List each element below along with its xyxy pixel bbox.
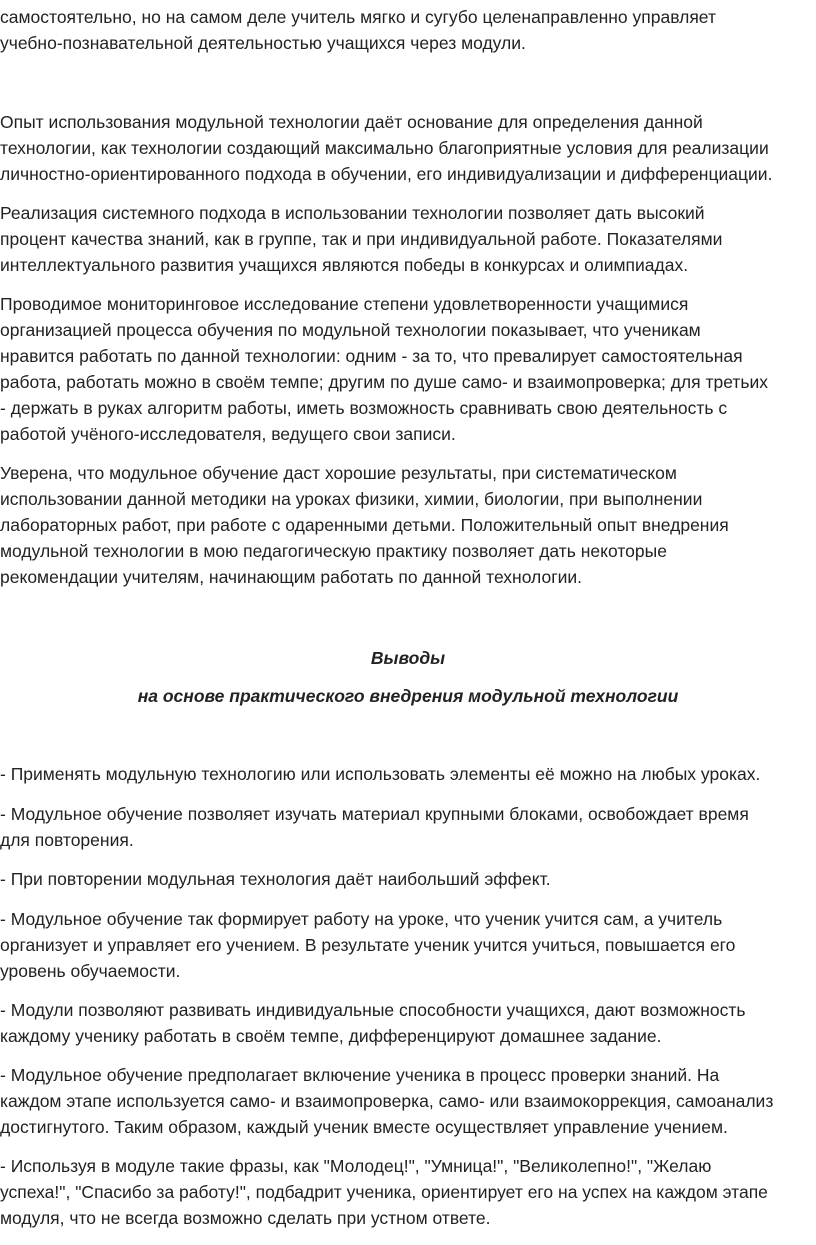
text-line: - Модули позволяют развивать индивидуальные способности учащихся, дают возможность <box>0 1000 746 1020</box>
text-line: организует и управляет его учением. В результате ученик учится учиться, повышается его <box>0 935 736 955</box>
conclusions-subheading <box>0 683 816 709</box>
text-line: использовании данной методики на уроках физики, химии, биологии, при выполнении <box>0 489 703 509</box>
conclusion-item <box>0 866 551 892</box>
conclusion-item <box>0 906 735 984</box>
conclusion-item <box>0 1062 773 1140</box>
text-line: личностно-ориентированного подхода в обучении, его индивидуализации и дифференциации. <box>0 164 773 184</box>
text-line: процент качества знаний, как в группе, так и при индивидуальной работе. Показателями <box>0 229 723 249</box>
text-line: для повторения. <box>0 830 134 850</box>
intro-paragraph <box>0 4 716 56</box>
conclusion-item <box>0 761 760 787</box>
text-line: Уверена, что модульное обучение даст хорошие результаты, при систематическом <box>0 463 677 483</box>
text-line: достигнутого. Таким образом, каждый ученик вместе осуществляет управление учением. <box>0 1117 728 1137</box>
paragraph-system-approach <box>0 200 722 278</box>
text-line: организацией процесса обучения по модульной технологии показывает, что ученикам <box>0 320 701 340</box>
text-line: рекомендации учителям, начинающим работать по данной технологии. <box>0 567 582 587</box>
text-line: уровень обучаемости. <box>0 961 181 981</box>
text-line: работа, работать можно в своём темпе; другим по душе само- и взаимопроверка; для третьих <box>0 372 769 392</box>
text-line: - Модульное обучение позволяет изучать материал крупными блоками, освобождает время <box>0 804 749 824</box>
text-line: учебно-познавательной деятельностью учащихся через модули. <box>0 33 526 53</box>
text-line: - При повторении модульная технология даёт наибольший эффект. <box>0 869 551 889</box>
paragraph-confidence <box>0 460 729 590</box>
text-line: нравится работать по данной технологии: одним - за то, что превалирует самостоятельная <box>0 346 743 366</box>
text-line: - Модульное обучение так формирует работу на уроке, что ученик учится сам, а учитель <box>0 909 723 929</box>
text-line: Проводимое мониторинговое исследование степени удовлетворенности учащимися <box>0 294 689 314</box>
conclusion-item <box>0 1153 768 1231</box>
text-line: модульной технологии в мою педагогическую практику позволяет дать некоторые <box>0 541 667 561</box>
paragraph-monitoring <box>0 291 768 447</box>
text-line: технологии, как технологии создающий максимально благоприятные условия для реализации <box>0 138 769 158</box>
text-line: каждом этапе используется само- и взаимопроверка, само- или взаимокоррекция, самоанализ <box>0 1091 774 1111</box>
conclusions-subtitle: на основе практического внедрения модульной технологии <box>137 686 679 706</box>
text-line: - Модульное обучение предполагает включение ученика в процесс проверки знаний. На <box>0 1065 720 1085</box>
text-line: интеллектуального развития учащихся являются победы в конкурсах и олимпиадах. <box>0 255 689 275</box>
text-line: - Применять модульную технологию или использовать элементы её можно на любых уроках. <box>0 764 761 784</box>
text-line: Опыт использования модульной технологии даёт основание для определения данной <box>0 112 703 132</box>
text-line: Реализация системного подхода в использовании технологии позволяет дать высокий <box>0 203 705 223</box>
conclusions-heading <box>0 645 816 671</box>
conclusions-title: Выводы <box>370 648 446 668</box>
text-line: работой учёного-исследователя, ведущего свои записи. <box>0 424 456 444</box>
text-line: лабораторных работ, при работе с одаренными детьми. Положительный опыт внедрения <box>0 515 729 535</box>
text-line: модуля, что не всегда возможно сделать при устном ответе. <box>0 1208 491 1228</box>
text-line: каждому ученику работать в своём темпе, дифференцируют домашнее задание. <box>0 1026 662 1046</box>
paragraph-experience <box>0 109 772 187</box>
text-line: самостоятельно, но на самом деле учитель мягко и сугубо целенаправленно управляет <box>0 7 716 27</box>
text-line: успеха!", "Спасибо за работу!", подбадрит ученика, ориентирует его на успех на каждом этапе <box>0 1182 768 1202</box>
text-line: - Используя в модуле такие фразы, как "Молодец!", "Умница!", "Великолепно!", "Желаю <box>0 1156 712 1176</box>
conclusion-item <box>0 801 749 853</box>
conclusion-item <box>0 997 746 1049</box>
text-line: - держать в руках алгоритм работы, иметь возможность сравнивать свою деятельность с <box>0 398 728 418</box>
